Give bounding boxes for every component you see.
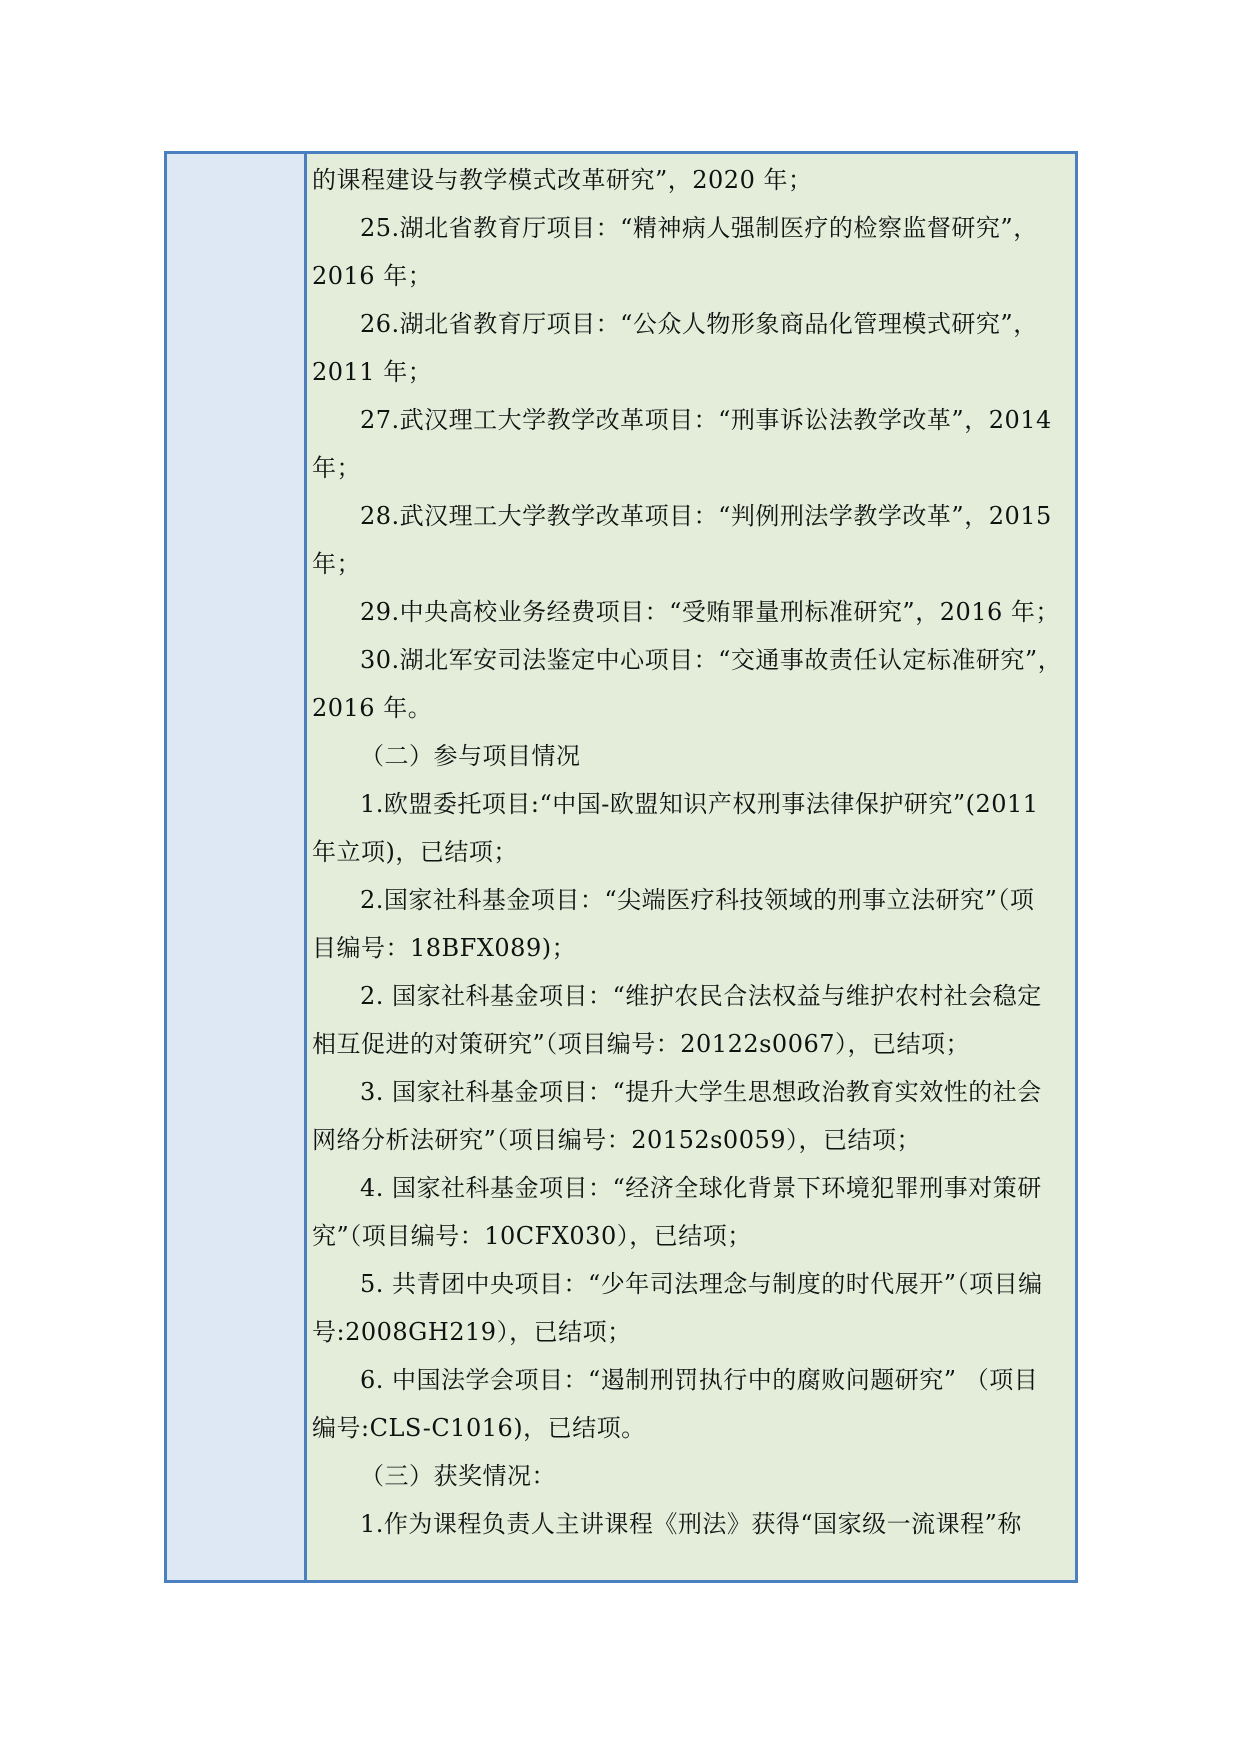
text-line: 26.湖北省教育厅项目：“公众人物形象商品化管理模式研究”， — [360, 310, 1038, 338]
text-line: 年立项)，已结项； — [312, 838, 518, 866]
text-line: 编号:CLS-C1016)，已结项。 — [312, 1414, 646, 1442]
text-line: 的课程建设与教学模式改革研究”，2020 年； — [312, 166, 813, 194]
text-line: 2016 年； — [312, 262, 433, 290]
text-line: 29.中央高校业务经费项目：“受贿罪量刑标准研究”，2016 年； — [360, 598, 1060, 626]
text-line: 6. 中国法学会项目：“遏制刑罚执行中的腐败问题研究” （项目 — [360, 1366, 1039, 1394]
text-line: 28.武汉理工大学教学改革项目：“判例刑法学教学改革”，2015 — [360, 502, 1052, 530]
text-line: 3. 国家社科基金项目：“提升大学生思想政治教育实效性的社会 — [360, 1078, 1042, 1106]
text-line: 1.作为课程负责人主讲课程《刑法》获得“国家级一流课程”称 — [360, 1510, 1022, 1538]
table-content-cell — [310, 154, 1075, 1580]
text-line: 2016 年。 — [312, 694, 433, 722]
text-line: 目编号：18BFX089)； — [312, 934, 577, 962]
text-line: 2. 国家社科基金项目：“维护农民合法权益与维护农村社会稳定 — [360, 982, 1042, 1010]
content-table — [164, 151, 1078, 1583]
table-label-cell — [167, 154, 307, 1580]
text-line: 年； — [312, 454, 361, 482]
text-line: 27.武汉理工大学教学改革项目：“刑事诉讼法教学改革”，2014 — [360, 406, 1052, 434]
text-line: 2011 年； — [312, 358, 433, 386]
text-line: 30.湖北军安司法鉴定中心项目：“交通事故责任认定标准研究”， — [360, 646, 1063, 674]
text-line: 5. 共青团中央项目：“少年司法理念与制度的时代展开”（项目编 — [360, 1270, 1043, 1298]
text-line: 号:2008GH219），已结项； — [312, 1318, 632, 1346]
text-line: 网络分析法研究”（项目编号：20152s0059），已结项； — [312, 1126, 922, 1154]
section-heading: （二）参与项目情况 — [360, 742, 581, 770]
text-line: 相互促进的对策研究”（项目编号：20122s0067），已结项； — [312, 1030, 971, 1058]
text-line: 究”（项目编号：10CFX030），已结项； — [312, 1222, 752, 1250]
text-line: 4. 国家社科基金项目：“经济全球化背景下环境犯罪刑事对策研 — [360, 1174, 1042, 1202]
text-line: 25.湖北省教育厅项目：“精神病人强制医疗的检察监督研究”， — [360, 214, 1038, 242]
text-line: 年； — [312, 550, 361, 578]
text-line: 1.欧盟委托项目:“中国-欧盟知识产权刑事法律保护研究”(2011 — [360, 790, 1039, 818]
text-line: 2.国家社科基金项目：“尖端医疗科技领域的刑事立法研究”（项 — [360, 886, 1035, 914]
section-heading: （三）获奖情况： — [360, 1462, 556, 1490]
